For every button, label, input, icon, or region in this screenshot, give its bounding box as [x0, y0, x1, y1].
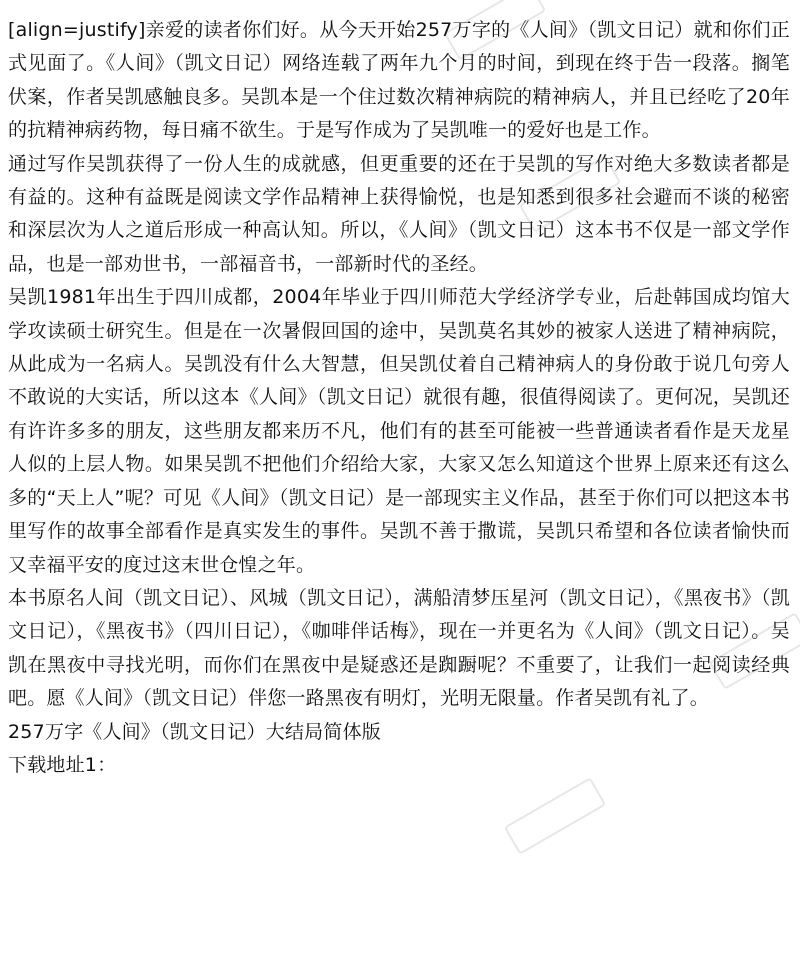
paragraph-edition: 257万字《人间》（凯文日记）大结局简体版: [8, 720, 381, 743]
paragraph-book-names: 本书原名人间（凯文日记）、风城（凯文日记），满船清梦压星河（凯文日记），《黑夜书》（凯文日记），《黑夜书》（四川日记），《咖啡伴话梅》，现在一并更名为《人间》（凯文日记）。吴凯在黑夜中寻找光明，而你们在黑夜中是疑惑还是踟蹰呢？不重要了，让我们一起阅读经典吧。愿《人间》（凯文日记）伴您一路黑夜有明灯，光明无限量。作者吴凯有礼了。: [8, 586, 790, 710]
watermark-logo-icon: [504, 777, 607, 855]
paragraph-author-bio: 吴凯1981年出生于四川成都，2004年毕业于四川师范大学经济学专业，后赴韩国成均馆大学攻读硕士研究生。但是在一次暑假回国的途中，吴凯莫名其妙的被家人送进了精神病院，从此成为一名病人。吴凯没有什么大智慧，但吴凯仗着自己精神病人的身份敢于说几句旁人不敢说的大实话，所以这本《人间》（凯文日记）就很有趣，很值得阅读了。更何况，吴凯还有许许多多的朋友，这些朋友都来历不凡，他们有的甚至可能被一些普通读者看作是天龙星人似的上层人物。如果吴凯不把他们介绍给大家，大家又怎么知道这个世界上原来还有这么多的“天上人”呢？可见《人间》（凯文日记）是一部现实主义作品，甚至于你们可以把这本书里写作的故事全部看作是真实发生的事件。吴凯不善于撒谎，吴凯只希望和各位读者愉快而又幸福平安的度过这末世仓惶之年。: [8, 286, 790, 576]
paragraph-benefit: 通过写作吴凯获得了一份人生的成就感，但更重要的还在于吴凯的写作对绝大多数读者都是有益的。这种有益既是阅读文学作品精神上获得愉悦，也是知悉到很多社会避而不谈的秘密和深层次为人之道后形成一种高认知。所以，《人间》（凯文日记）这本书不仅是一部文学作品，也是一部劝世书，一部福音书，一部新时代的圣经。: [8, 152, 790, 275]
paragraph-download: 下载地址1：: [8, 753, 117, 776]
paragraph-intro: [align=justify]亲爱的读者你们好。从今天开始257万字的《人间》（凯文日记）就和你们正式见面了。《人间》（凯文日记）网络连载了两年九个月的时间，到现在终于告一段落。搁笔伏案，作者吴凯感触良多。吴凯本是一个住过数次精神病院的精神病人，并且已经吃了20年的抗精神病药物，每日痛不欲生。于是写作成为了吴凯唯一的爱好也是工作。: [8, 19, 790, 142]
document-body: [8, 14, 790, 782]
